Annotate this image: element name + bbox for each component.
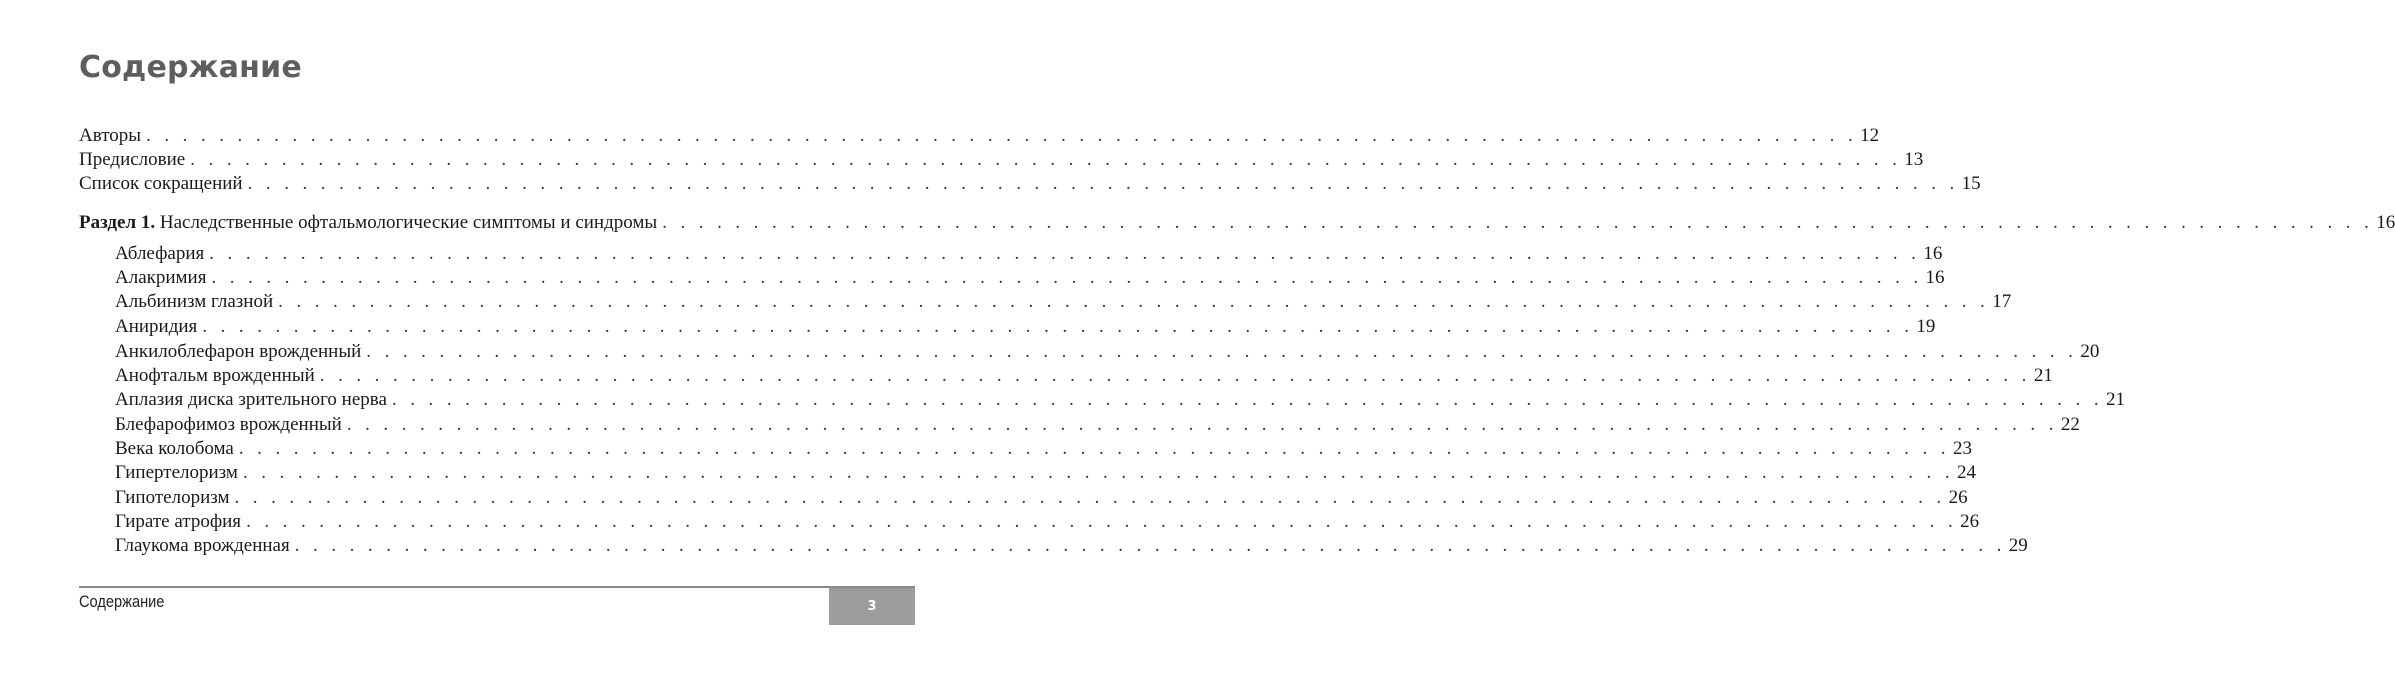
- toc-entry[interactable]: [115, 364, 2053, 388]
- dot-leader: . . . . . . . . . . . . . . . . . . . . . . . . . . . . . . . . . . . . . . . . . . . . . . . . . . . . . . . . . . . . . . . . . . . . . . . . . . . . . . . . . . . . . . . . . . . . . .: [294, 535, 2006, 556]
- toc-entry[interactable]: [115, 510, 1980, 534]
- dot-leader: . . . . . . . . . . . . . . . . . . . . . . . . . . . . . . . . . . . . . . . . . . . . . . . . . . . . . . . . . . . . . . . . . . . . . . . . . . . . . . . . . . . . . . . . . . . . . .: [211, 267, 1923, 288]
- page-title: Содержание: [79, 50, 302, 85]
- toc-entry-title: Альбинизм глазной: [115, 291, 274, 312]
- dot-leader: . . . . . . . . . . . . . . . . . . . . . . . . . . . . . . . . . . . . . . . . . . . . . . . . . . . . . . . . . . . . . . . . . . . . . . . . . . . . . . . . . . . . . . . . . . . . . .: [662, 212, 2374, 233]
- toc-entry-page: 24: [1957, 462, 1976, 483]
- dot-leader: . . . . . . . . . . . . . . . . . . . . . . . . . . . . . . . . . . . . . . . . . . . . . . . . . . . . . . . . . . . . . . . . . . . . . . . . . . . . . . . . . . . . . . . . . . . . . .: [146, 125, 1858, 146]
- toc-entry-page: 23: [1952, 438, 1972, 459]
- toc-entry[interactable]: [115, 437, 1972, 461]
- toc-entry[interactable]: [115, 315, 1936, 339]
- toc-entry-authors[interactable]: [79, 124, 1880, 148]
- toc-entry-page: 26: [1948, 487, 1968, 508]
- dot-leader: . . . . . . . . . . . . . . . . . . . . . . . . . . . . . . . . . . . . . . . . . . . . . . . . . . . . . . . . . . . . . . . . . . . . . . . . . . . . . . . . . . . . . . . . . . . . . .: [366, 341, 2078, 362]
- toc-entry-title: Гипертелоризм: [115, 462, 238, 483]
- toc-entry-page: 19: [1916, 316, 1936, 337]
- toc-entry-page: 15: [1961, 173, 1981, 194]
- toc-entry-page: 21: [2033, 365, 2053, 386]
- toc-entry[interactable]: [115, 388, 2125, 412]
- toc-entry-page: 20: [2080, 341, 2100, 362]
- toc-entry-title: Аниридия: [115, 316, 198, 337]
- toc-entry-page: 29: [2008, 535, 2028, 556]
- dot-leader: . . . . . . . . . . . . . . . . . . . . . . . . . . . . . . . . . . . . . . . . . . . . . . . . . . . . . . . . . . . . . . . . . . . . . . . . . . . . . . . . . . . . . . . . . . . . . .: [242, 462, 1954, 483]
- dot-leader: . . . . . . . . . . . . . . . . . . . . . . . . . . . . . . . . . . . . . . . . . . . . . . . . . . . . . . . . . . . . . . . . . . . . . . . . . . . . . . . . . . . . . . . . . . . . . .: [190, 149, 1902, 170]
- toc-entry-page: 17: [1992, 291, 2012, 312]
- page-number-box: [829, 588, 915, 625]
- dot-leader: . . . . . . . . . . . . . . . . . . . . . . . . . . . . . . . . . . . . . . . . . . . . . . . . . . . . . . . . . . . . . . . . . . . . . . . . . . . . . . . . . . . . . . . . . . . . . .: [202, 316, 1914, 337]
- toc-entry-page: 26: [1960, 511, 1980, 532]
- toc-entry-title: Века колобома: [115, 438, 234, 459]
- toc-entry-page: 16: [1925, 267, 1945, 288]
- toc-entry[interactable]: [115, 340, 2100, 364]
- toc-entry-title: Предисловие: [79, 149, 186, 170]
- toc-entry-title: Список сокращений: [79, 173, 243, 194]
- toc-entry[interactable]: [115, 461, 1976, 485]
- dot-leader: . . . . . . . . . . . . . . . . . . . . . . . . . . . . . . . . . . . . . . . . . . . . . . . . . . . . . . . . . . . . . . . . . . . . . . . . . . . . . . . . . . . . . . . . . . . . . .: [247, 173, 1959, 194]
- dot-leader: . . . . . . . . . . . . . . . . . . . . . . . . . . . . . . . . . . . . . . . . . . . . . . . . . . . . . . . . . . . . . . . . . . . . . . . . . . . . . . . . . . . . . . . . . . . . . .: [346, 414, 2058, 435]
- toc-entry-title: Гирате атрофия: [115, 511, 242, 532]
- dot-leader: . . . . . . . . . . . . . . . . . . . . . . . . . . . . . . . . . . . . . . . . . . . . . . . . . . . . . . . . . . . . . . . . . . . . . . . . . . . . . . . . . . . . . . . . . . . . . .: [319, 365, 2031, 386]
- toc-section-title: [79, 211, 657, 235]
- dot-leader: . . . . . . . . . . . . . . . . . . . . . . . . . . . . . . . . . . . . . . . . . . . . . . . . . . . . . . . . . . . . . . . . . . . . . . . . . . . . . . . . . . . . . . . . . . . . . .: [391, 389, 2103, 410]
- toc-section-1[interactable]: [79, 211, 2395, 235]
- toc-entry[interactable]: [115, 290, 2012, 314]
- toc-entry-title: Гипотелоризм: [115, 487, 230, 508]
- running-footer: Содержание: [79, 592, 165, 611]
- toc-entry-page: 16: [2376, 212, 2395, 233]
- toc-entry[interactable]: [115, 486, 1968, 510]
- toc-entry-title: Алакримия: [115, 267, 207, 288]
- toc-entry-title: Аплазия диска зрительного нерва: [115, 389, 387, 410]
- toc-entry-title: Анкилоблефарон врожденный: [115, 341, 362, 362]
- toc-entry-abbreviations[interactable]: [79, 172, 1981, 196]
- section-label: Раздел 1.: [79, 212, 156, 233]
- toc-entry-title: Глаукома врожденная: [115, 535, 290, 556]
- page-number: 3: [867, 599, 877, 614]
- toc-entry[interactable]: [115, 266, 1945, 290]
- dot-leader: . . . . . . . . . . . . . . . . . . . . . . . . . . . . . . . . . . . . . . . . . . . . . . . . . . . . . . . . . . . . . . . . . . . . . . . . . . . . . . . . . . . . . . . . . . . . . .: [246, 511, 1958, 532]
- toc-entry-page: 12: [1860, 125, 1880, 146]
- toc-entry-page: 13: [1904, 149, 1924, 170]
- toc-entry-page: 21: [2105, 389, 2125, 410]
- toc-entry[interactable]: [115, 534, 2028, 558]
- dot-leader: . . . . . . . . . . . . . . . . . . . . . . . . . . . . . . . . . . . . . . . . . . . . . . . . . . . . . . . . . . . . . . . . . . . . . . . . . . . . . . . . . . . . . . . . . . . . . .: [209, 243, 1921, 264]
- toc-entry-preface[interactable]: [79, 148, 1924, 172]
- toc-entry-title: Авторы: [79, 125, 142, 146]
- toc-entry[interactable]: [115, 413, 2080, 437]
- toc-entry-page: 22: [2060, 414, 2080, 435]
- section-title: Наследственные офтальмологические симптомы и синдромы: [159, 212, 658, 233]
- dot-leader: . . . . . . . . . . . . . . . . . . . . . . . . . . . . . . . . . . . . . . . . . . . . . . . . . . . . . . . . . . . . . . . . . . . . . . . . . . . . . . . . . . . . . . . . . . . . . .: [234, 487, 1946, 508]
- footer-divider: [79, 586, 915, 588]
- toc-entry-title: Блефарофимоз врожденный: [115, 414, 342, 435]
- toc-entry-title: Аблефария: [115, 243, 205, 264]
- dot-leader: . . . . . . . . . . . . . . . . . . . . . . . . . . . . . . . . . . . . . . . . . . . . . . . . . . . . . . . . . . . . . . . . . . . . . . . . . . . . . . . . . . . . . . . . . . . . . .: [238, 438, 1950, 459]
- dot-leader: . . . . . . . . . . . . . . . . . . . . . . . . . . . . . . . . . . . . . . . . . . . . . . . . . . . . . . . . . . . . . . . . . . . . . . . . . . . . . . . . . . . . . . . . . . . . . .: [278, 291, 1990, 312]
- toc-entry-title: Анофтальм врожденный: [115, 365, 315, 386]
- toc-entry[interactable]: [115, 242, 1943, 266]
- toc-entry-page: 16: [1923, 243, 1943, 264]
